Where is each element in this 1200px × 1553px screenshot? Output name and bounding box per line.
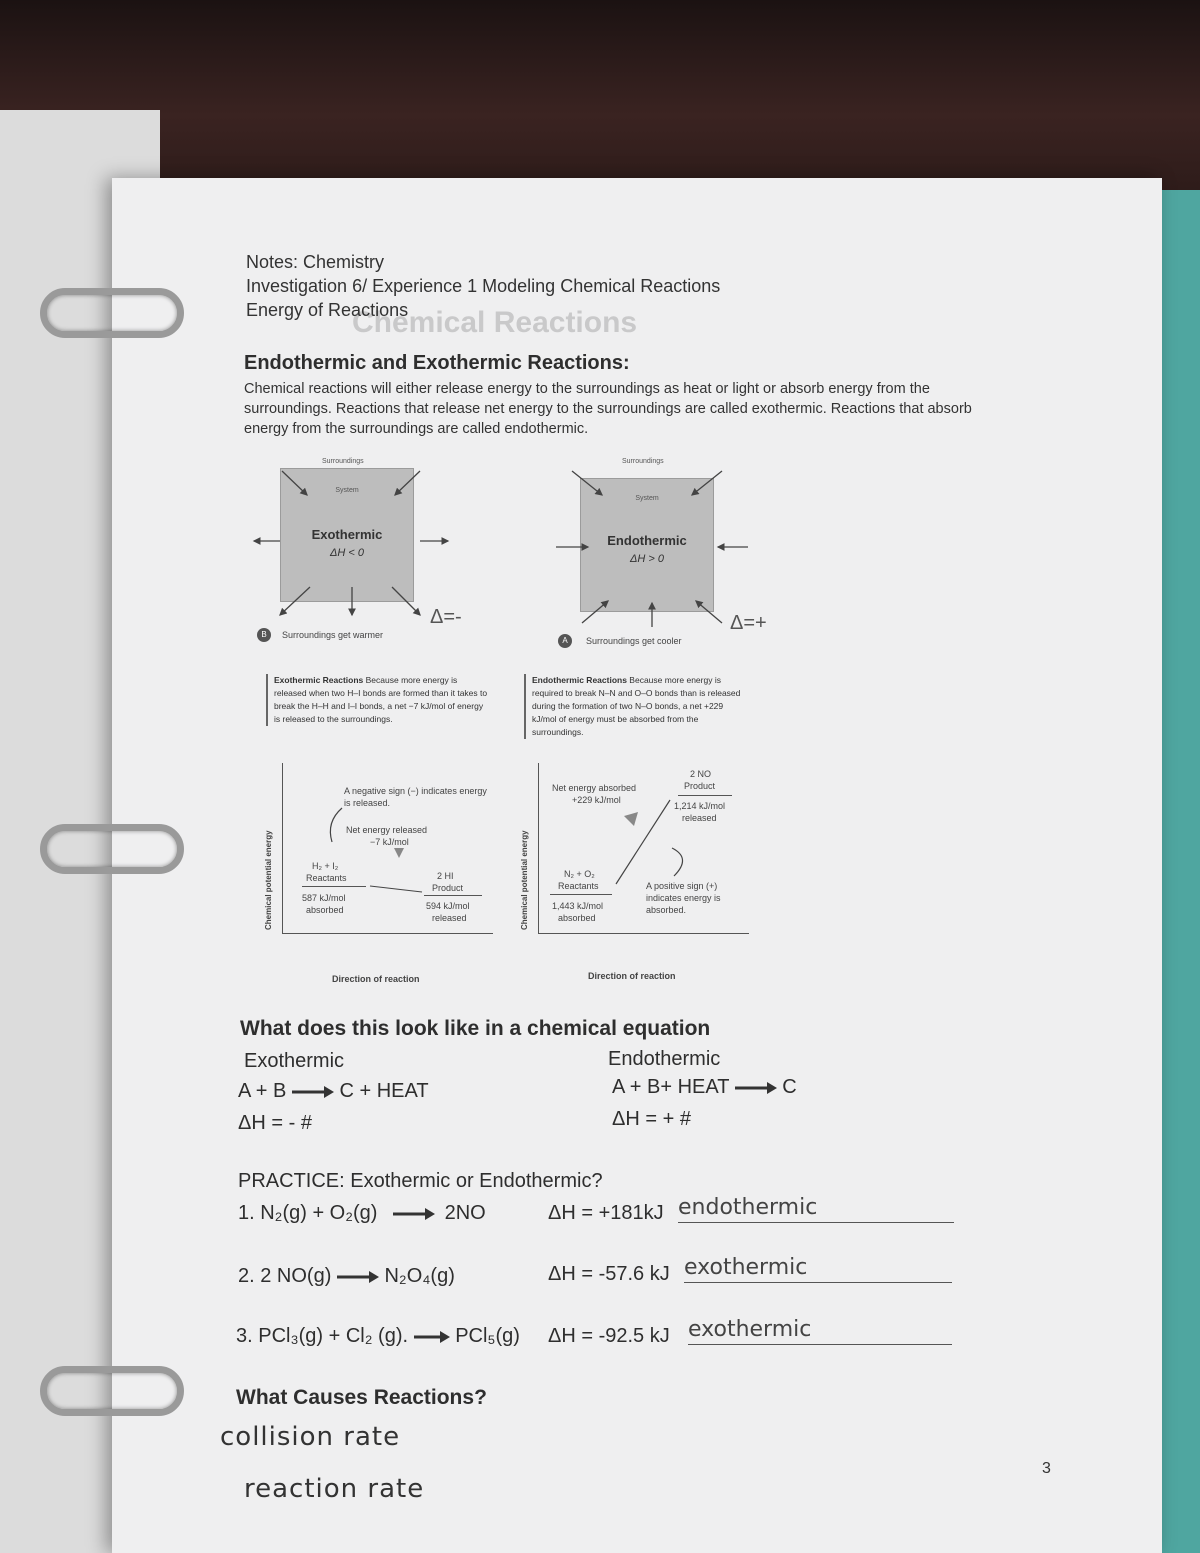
exo-net-label: Net energy released (346, 825, 428, 835)
causes-answer-1: collision rate (220, 1422, 401, 1452)
endo-product-label: Product (684, 781, 716, 791)
exo-system-label: System (335, 487, 359, 494)
endo-dh: ΔH = + # (612, 1108, 691, 1130)
endo-badge: A (558, 634, 572, 648)
endo-surroundings-label: Surroundings (622, 458, 664, 465)
header-line-2: Investigation 6/ Experience 1 Modeling Chemical Reactions (246, 276, 721, 296)
arrow-right-icon (292, 1085, 334, 1099)
practice-2-answer: exothermic (684, 1255, 808, 1280)
exo-graph-ylabel: Chemical potential energy (264, 830, 273, 930)
endo-paragraph-text: Because more energy is required to break N–N and O–O bonds than is released during the formation of two N–O bonds, a net +229 kJ/mol of energy must be absorbed from the surroundings. (532, 675, 741, 737)
arrow-right-icon (393, 1207, 435, 1221)
exo-net-value: −7 kJ/mol (370, 837, 409, 847)
practice-2-eq-left: 2. 2 NO(g) (238, 1265, 332, 1287)
exo-product-label: Product (432, 883, 464, 893)
endo-product-energy: 1,214 kJ/mol (674, 801, 726, 811)
exo-arrows (252, 463, 452, 623)
header-line-3: Energy of Reactions (246, 300, 409, 320)
exo-caption: Surroundings get warmer (282, 630, 384, 640)
exo-dh: ΔH = - # (238, 1112, 312, 1134)
endo-hand-note: Δ=+ (730, 612, 767, 634)
exo-badge: B (257, 628, 271, 642)
practice-1-eq-left: 1. N₂(g) + O₂(g) (238, 1202, 378, 1224)
exo-eq-left: A + B (238, 1080, 287, 1102)
exo-graph-note: A negative sign (−) indicates energy is released. (344, 786, 487, 808)
practice-1-answer-line[interactable] (678, 1192, 954, 1223)
endo-caption: Surroundings get cooler (586, 636, 682, 646)
causes-answer-2: reaction rate (244, 1474, 425, 1504)
endo-graph-note: A positive sign (+) indicates energy is absorbed. (646, 881, 721, 915)
exo-paragraph (266, 674, 489, 726)
exo-paragraph-text: Because more energy is released when two H–I bonds are formed than it takes to break the H–H and I–I bonds, a net −7 kJ/mol of energy is released to the surroundings. (274, 675, 488, 724)
header-line-1: Notes: Chemistry (246, 252, 385, 272)
exo-hand-note: Δ=- (430, 606, 462, 628)
binder-ring-middle (40, 824, 184, 874)
endo-graph-arrows (612, 788, 722, 888)
endo-graph-ylabel: Chemical potential energy (520, 830, 529, 930)
practice-3-answer: exothermic (688, 1317, 812, 1342)
exo-surroundings-label: Surroundings (322, 458, 364, 465)
practice-1-dh: ΔH = +181kJ (548, 1202, 664, 1224)
endo-paragraph-bold: Endothermic Reactions (532, 675, 627, 685)
endo-eq-label: Endothermic (608, 1048, 721, 1070)
endo-net-value: +229 kJ/mol (572, 795, 621, 805)
exo-product-energy-label: released (432, 913, 467, 923)
endo-reactant-level (550, 894, 612, 895)
endo-net-label: Net energy absorbed (552, 783, 637, 793)
exo-reactants-energy: 587 kJ/mol (302, 893, 346, 903)
exo-reactants-label: Reactants (306, 873, 347, 883)
section-intro: Chemical reactions will either release energy to the surroundings as heat or light or absorb energy from the surroundings. Reactions that release net energy to the surroundings are called exothermic. Reactions that absorb energy from the surroundings are called endothermic. (244, 381, 972, 437)
exo-product: 2 HI (437, 871, 454, 881)
exo-paragraph-bold: Exothermic Reactions (274, 675, 364, 685)
practice-2-eq-right: N₂O₄(g) (384, 1265, 455, 1287)
practice-title: PRACTICE: Exothermic or Endothermic? (238, 1170, 603, 1192)
endo-graph-xlabel: Direction of reaction (588, 971, 676, 981)
exo-equation (238, 1080, 429, 1103)
practice-3-eq-left: 3. PCl₃(g) + Cl₂ (g). (236, 1325, 409, 1347)
exo-product-energy: 594 kJ/mol (426, 901, 470, 911)
section-title: Endothermic and Exothermic Reactions: (244, 352, 630, 374)
causes-title: What Causes Reactions? (236, 1386, 487, 1409)
page-number: 3 (1042, 1460, 1051, 1477)
endo-equation (612, 1076, 797, 1099)
endo-system-label: System (635, 495, 659, 502)
arrow-right-icon (735, 1081, 777, 1095)
binder-ring-bottom (40, 1366, 184, 1416)
practice-2-dh: ΔH = -57.6 kJ (548, 1263, 670, 1285)
endo-paragraph (524, 674, 747, 739)
practice-3-answer-line[interactable] (688, 1314, 952, 1345)
practice-1-eq-right: 2NO (444, 1202, 486, 1224)
practice-1-answer: endothermic (678, 1195, 818, 1220)
exo-graph-arrows (322, 798, 462, 898)
endo-product-energy-label: released (682, 813, 717, 823)
practice-item-1 (238, 1202, 486, 1225)
exo-eq-right: C + HEAT (339, 1080, 429, 1102)
endo-arrows (552, 463, 752, 628)
endo-reactants-energy-label: absorbed (558, 913, 596, 923)
exo-graph-xlabel: Direction of reaction (332, 974, 420, 984)
endo-reactants-label: Reactants (558, 881, 599, 891)
exo-box-dh: ΔH < 0 (330, 547, 364, 559)
practice-2-answer-line[interactable] (684, 1252, 952, 1283)
practice-item-3 (236, 1325, 520, 1348)
endo-reactants-energy: 1,443 kJ/mol (552, 901, 604, 911)
endo-reactants: N₂ + O₂ (564, 869, 595, 879)
exo-reactants-energy-label: absorbed (306, 905, 344, 915)
arrow-right-icon (337, 1270, 379, 1284)
practice-3-dh: ΔH = -92.5 kJ (548, 1325, 670, 1347)
endo-box-dh: ΔH > 0 (630, 553, 664, 565)
endo-eq-left: A + B+ HEAT (612, 1076, 730, 1098)
endo-box-title: Endothermic (607, 533, 687, 548)
endo-product: 2 NO (690, 769, 712, 779)
bleed-through-text: Chemical Reactions (352, 306, 638, 339)
equation-section-title: What does this look like in a chemical equation (240, 1017, 711, 1040)
exo-box-title: Exothermic (311, 527, 383, 542)
arrow-right-icon (414, 1330, 450, 1344)
practice-item-2 (238, 1265, 455, 1288)
binder-ring-top (40, 288, 184, 338)
exo-reactants: H₂ + I₂ (312, 861, 339, 871)
notebook-page (112, 178, 1162, 1553)
exo-eq-label: Exothermic (244, 1050, 345, 1072)
endo-eq-right: C (782, 1076, 797, 1098)
practice-3-eq-right: PCl₅(g) (455, 1325, 520, 1347)
